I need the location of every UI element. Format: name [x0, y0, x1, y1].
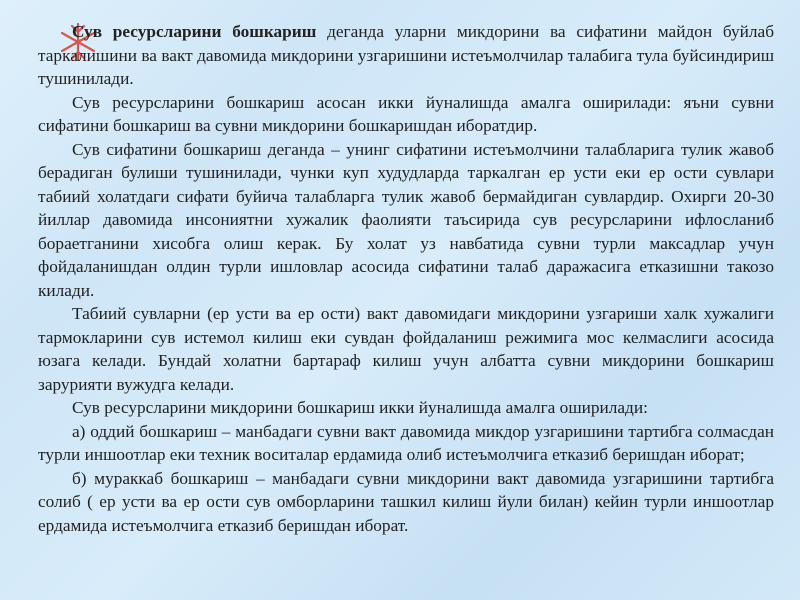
definition-text: деганда уларни микдорини ва сифатини майдон буйлаб таркалишини ва вакт давомида микдорини узгаришини истеъмолчилар талабига тула буйсиндириш тушинилади. — [38, 22, 774, 88]
paragraph-quality-management: Сув сифатини бошкариш деганда – унинг сифатини истеъмолчини талабларига тулик жавоб берадиган булиши тушинилади, чунки куп худудларда таркалган ер усти еки ер ости сувлари табиий холатдаги сифати буйича талабларга тулик жавоб бермайдиган сувлардир. Охирги 20-30 йиллар давомида инсониятни хужалик фаолияти таъсирида сув ресурсларини ифлосланиб бораетганини хисобга олиш керак. Бу холат уз навбатида сувни турли максадлар учун фойдаланишдан олдин турли ишловлар асосида сифатини талаб даражасига етказишни такозо килади. — [38, 139, 774, 300]
term-heading: Сув ресурсларини бошкариш — [72, 22, 317, 41]
paragraph-quantity-management: Сув ресурсларини микдорини бошкариш икки йуналишда амалга оширилади: — [72, 398, 648, 417]
paragraph-definition — [38, 20, 774, 91]
paragraph-natural-waters: Табиий сувларни (ер усти ва ер ости) вакт давомидаги микдорини узгариши халк хужалиги тармокларини сув истемол килиш еки сувдан фойдаланиш режимига мос келмаслиги асосида юзага келади. Бундай холатни бартараф килиш учун албатта сувни микдорини бошкариш зарурияти вужудга келади. — [38, 304, 774, 394]
paragraph-simple-management: а) оддий бошкариш – манбадаги сувни вакт давомида микдор узгаришини тартибга солмасдан турли иншоотлар еки техник воситалар ердамида олиб истеъмолчига етказиб беришдан иборат; — [38, 421, 774, 464]
paragraph-directions: Сув ресурсларини бошкариш асосан икки йуналишда амалга оширилади: яъни сувни сифатини бошкариш ва сувни микдорини бошкаришдан иборатдир. — [38, 92, 774, 135]
document-body — [38, 20, 774, 537]
paragraph-complex-management: б) мураккаб бошкариш – манбадаги сувни микдорини вакт давомида узгаришини тартибга солиб ( ер усти ва ер ости сув омборларини ташкил килиш йули билан) кейин турли иншоотлар ердамида истеъмолчига етказиб беришдан иборат. — [38, 468, 774, 535]
